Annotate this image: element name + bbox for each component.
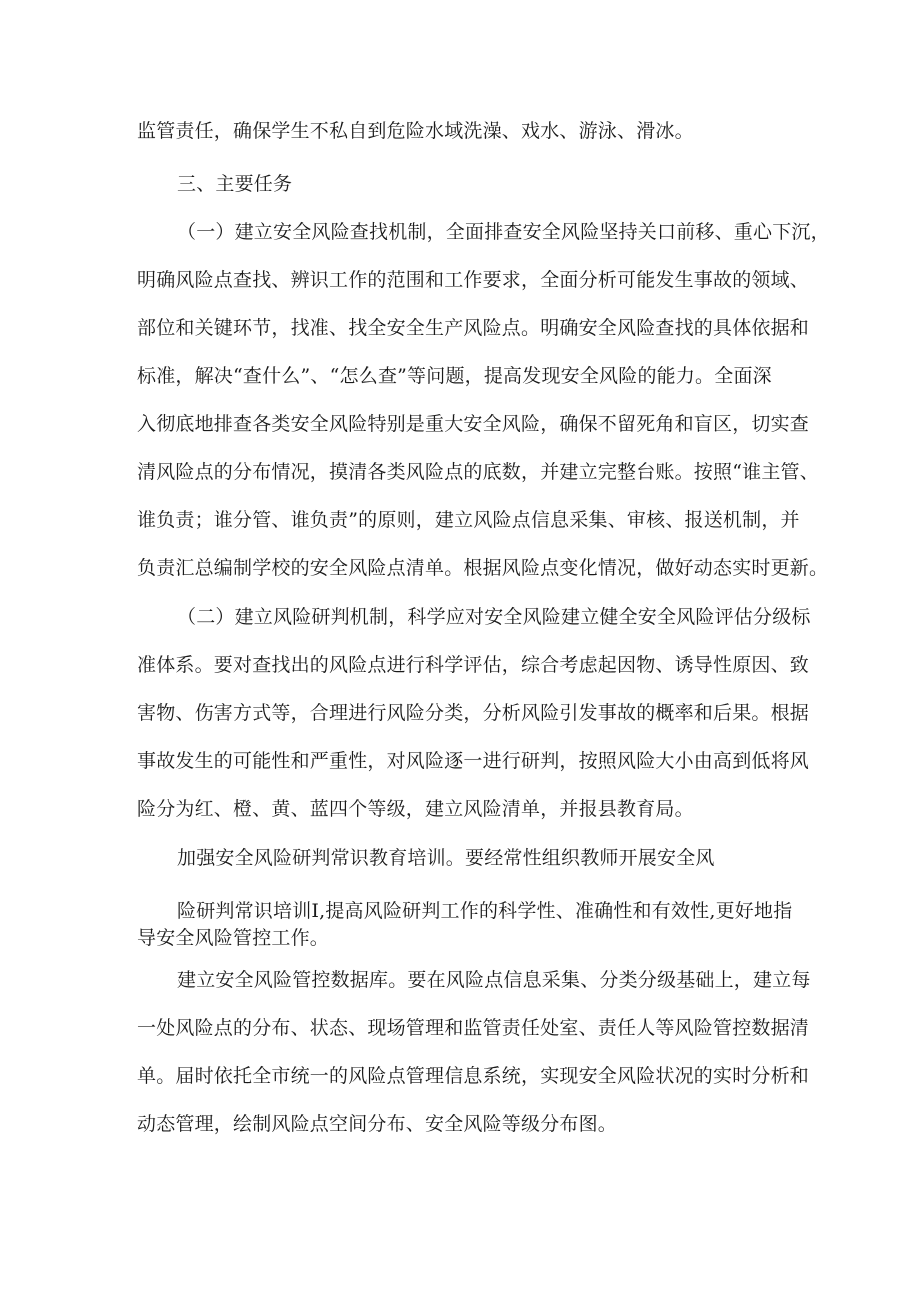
text-line: 标准，解决“查什么”、“怎么查”等问题，提高发现安全风险的能力。全面深 xyxy=(137,365,772,387)
text-line: （一）建立安全风险查找机制，全面排查安全风险坚持关口前移、重心下沉， xyxy=(177,221,830,243)
text-line: 害物、伤害方式等，合理进行风险分类，分析风险引发事故的概率和后果。根据 xyxy=(137,702,810,724)
text-line: 加强安全风险研判常识教育培训。要经常性组织教师开展安全风 xyxy=(177,847,715,869)
text-line: 明确风险点查找、辨识工作的范围和工作要求，全面分析可能发生事故的领域、 xyxy=(137,269,810,291)
text-line: 导安全风险管控工作。 xyxy=(137,927,330,949)
text-line: 准体系。要对查找出的风险点进行科学评估，综合考虑起因物、诱导性原因、致 xyxy=(137,654,810,676)
text-line: 入彻底地排查各类安全风险特别是重大安全风险，确保不留死角和盲区，切实查 xyxy=(137,413,810,435)
text-line: （二）建立风险研判机制，科学应对安全风险建立健全安全风险评估分级标 xyxy=(177,606,811,628)
text-line: 动态管理，绘制风险点空间分布、安全风险等级分布图。 xyxy=(137,1113,618,1135)
text-line: 事故发生的可能性和严重性，对风险逐一进行研判，按照风险大小由高到低将风 xyxy=(137,750,810,772)
text-line: 一处风险点的分布、状态、现场管理和监管责任处室、责任人等风险管控数据清 xyxy=(137,1017,810,1039)
text-line: 谁负责；谁分管、谁负责”的原则，建立风险点信息采集、审核、报送机制，并 xyxy=(137,509,800,531)
text-line: 部位和关键环节，找准、找全安全生产风险点。明确安全风险查找的具体依据和 xyxy=(137,317,810,339)
text-line: 监管责任，确保学生不私自到危险水域洗澡、戏水、游泳、滑冰。 xyxy=(137,120,694,142)
text-line: 单。届时依托全市统一的风险点管理信息系统，实现安全风险状况的实时分析和 xyxy=(137,1065,810,1087)
text-line: 清风险点的分布情况，摸清各类风险点的底数，并建立完整台账。按照“谁主管、 xyxy=(137,461,819,483)
text-line: 险研判常识培训I,提高风险研判工作的科学性、准确性和有效性,更好地指 xyxy=(177,900,793,922)
text-line: 险分为红、橙、黄、蓝四个等级，建立风险清单，并报县教育局。 xyxy=(137,798,694,820)
text-line: 建立安全风险管控数据库。要在风险点信息采集、分类分级基础上，建立每 xyxy=(177,969,811,991)
text-line: 负责汇总编制学校的安全风险点清单。根据风险点变化情况，做好动态实时更新。 xyxy=(137,557,829,579)
section-heading: 三、主要任务 xyxy=(177,173,293,195)
